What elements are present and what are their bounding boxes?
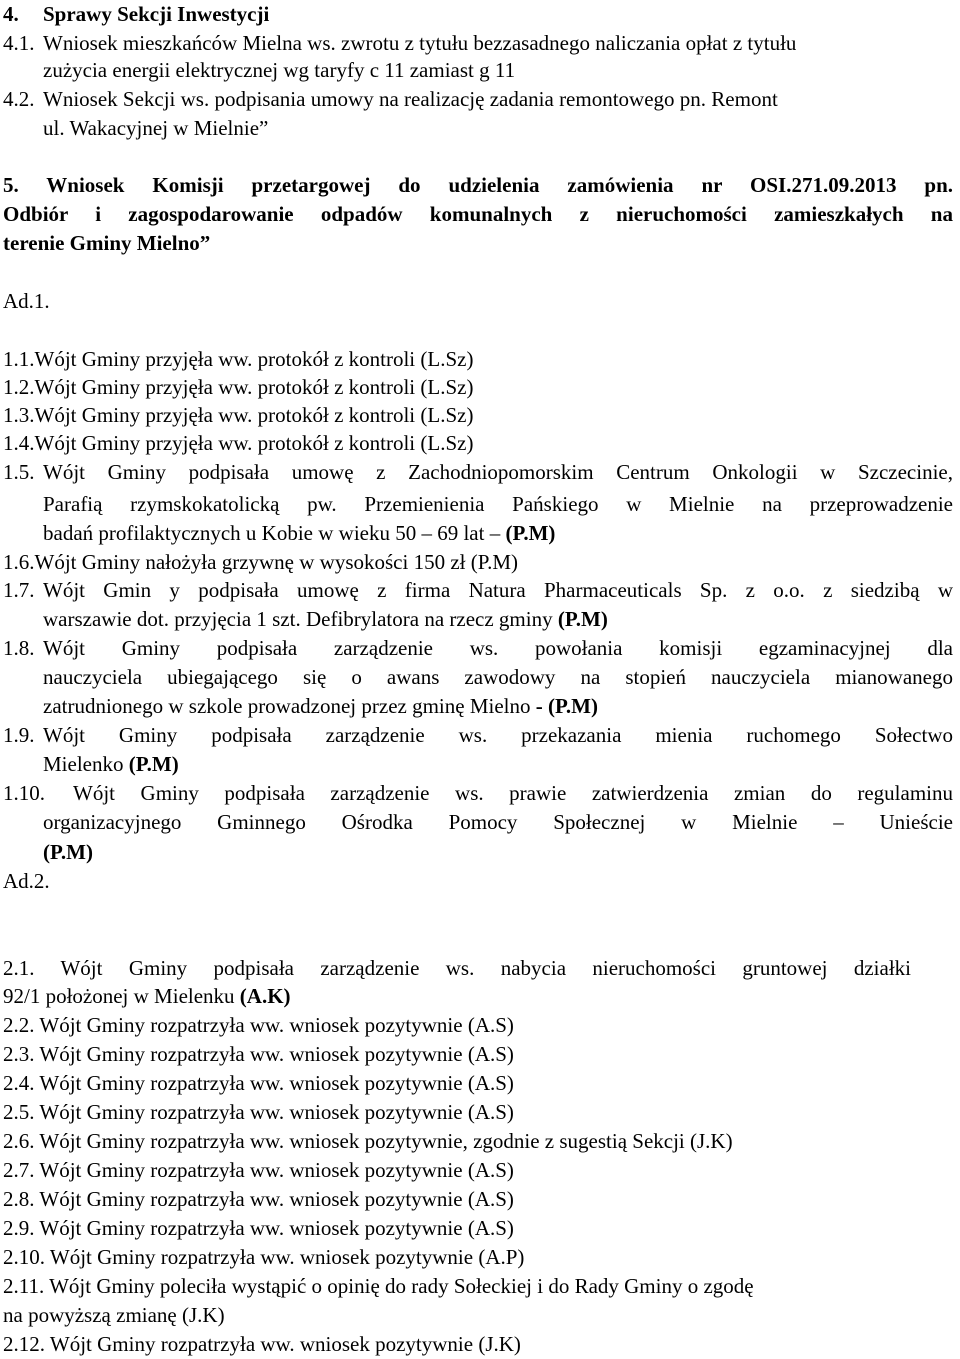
item-1-7-line-2 (43, 605, 608, 634)
item-2-1-line-1: 2.1. Wójt Gminy podpisała zarządzenie ws. nabycia nieruchomości gruntowej działki (3, 956, 911, 980)
item-4-2-line-2: ul. Wakacyjnej w Mielnie” (43, 116, 269, 140)
item-1-7-initials: (P.M) (557, 607, 608, 631)
item-2-4: 2.4. Wójt Gminy rozpatrzyła ww. wniosek pozytywnie (A.S) (3, 1071, 514, 1095)
item-1-3: 1.3.Wójt Gminy przyjęła ww. protokół z kontroli (L.Sz) (3, 403, 474, 427)
item-1-10-initials: (P.M) (43, 840, 93, 864)
section-4-title: Sprawy Sekcji Inwestycji (43, 2, 270, 26)
item-1-8-line-3 (43, 692, 598, 721)
item-2-3: 2.3. Wójt Gminy rozpatrzyła ww. wniosek pozytywnie (A.S) (3, 1042, 514, 1066)
item-2-1-line-2 (3, 982, 291, 1011)
item-1-9-initials: (P.M) (128, 752, 179, 776)
item-1-4: 1.4.Wójt Gminy przyjęła ww. protokół z kontroli (L.Sz) (3, 431, 474, 455)
item-1-5-line-2: Parafią rzymskokatolicką pw. Przemienienia Pańskiego w Mielnie na przeprowadzenie (43, 492, 953, 516)
item-1-8-line-3-text: zatrudnionego w szkole prowadzonej przez gminę Mielno (43, 694, 536, 718)
item-1-10-line-1: Wójt Gminy podpisała zarządzenie ws. prawie zatwierdzenia zmian do regulaminu (73, 781, 953, 805)
item-1-5-line-3-text: badań profilaktycznych u Kobie w wieku 50 – 69 lat – (43, 521, 506, 545)
item-4-1 (3, 29, 796, 58)
item-1-8 (3, 634, 953, 663)
item-1-10-line-2: organizacyjnego Gminnego Ośrodka Pomocy Społecznej w Mielnie – Unieście (43, 810, 953, 834)
item-1-9-line-1: Wójt Gminy podpisała zarządzenie ws. przekazania mienia ruchomego Sołectwo (43, 723, 953, 747)
item-1-9 (3, 721, 953, 750)
section-5-line-1: 5. Wniosek Komisji przetargowej do udzielenia zamówienia nr OSI.271.09.2013 pn. (3, 173, 953, 197)
item-1-5-line-3 (43, 519, 555, 548)
item-4-2-line-1: Wniosek Sekcji ws. podpisania umowy na realizację zadania remontowego pn. Remont (43, 87, 778, 111)
item-1-9-line-2-text: Mielenko (43, 752, 129, 776)
item-2-9: 2.9. Wójt Gminy rozpatrzyła ww. wniosek pozytywnie (A.S) (3, 1216, 514, 1240)
item-1-5-line-1: Wójt Gminy podpisała umowę z Zachodniopomorskim Centrum Onkologii w Szczecinie, (43, 460, 953, 484)
item-1-7 (3, 576, 953, 605)
ad-2-heading: Ad.2. (3, 869, 50, 893)
item-2-11-line-2: na powyższą zmianę (J.K) (3, 1303, 225, 1327)
item-1-5-number: 1.5. (3, 460, 35, 484)
ad-1-heading: Ad.1. (3, 289, 50, 313)
item-2-10: 2.10. Wójt Gminy rozpatrzyła ww. wniosek pozytywnie (A.P) (3, 1245, 525, 1269)
item-1-9-number: 1.9. (3, 723, 35, 747)
item-4-1-number: 4.1. (3, 31, 35, 55)
item-4-2 (3, 85, 778, 114)
section-4-heading (3, 0, 269, 29)
item-1-8-number: 1.8. (3, 636, 35, 660)
item-1-7-line-1: Wójt Gmin y podpisała umowę z firma Natura Pharmaceuticals Sp. z o.o. z siedzibą w (43, 578, 953, 602)
item-1-2: 1.2.Wójt Gminy przyjęła ww. protokół z kontroli (L.Sz) (3, 375, 474, 399)
item-2-7: 2.7. Wójt Gminy rozpatrzyła ww. wniosek pozytywnie (A.S) (3, 1158, 514, 1182)
item-4-2-number: 4.2. (3, 87, 35, 111)
item-1-5-initials: (P.M) (505, 521, 556, 545)
item-1-9-line-2 (43, 750, 179, 779)
item-2-1-line-2-text: 92/1 położonej w Mielenku (3, 984, 240, 1008)
item-2-5: 2.5. Wójt Gminy rozpatrzyła ww. wniosek pozytywnie (A.S) (3, 1100, 514, 1124)
item-2-11-line-1: 2.11. Wójt Gminy poleciła wystąpić o opinię do rady Sołeckiej i do Rady Gminy o zgodę (3, 1274, 754, 1298)
item-1-10-number: 1.10. (3, 781, 45, 805)
item-1-1: 1.1.Wójt Gminy przyjęła ww. protokół z kontroli (L.Sz) (3, 347, 474, 371)
item-4-1-line-2: zużycia energii elektrycznej wg taryfy c 11 zamiast g 11 (43, 58, 516, 82)
item-1-6: 1.6.Wójt Gminy nałożyła grzywnę w wysokości 150 zł (P.M) (3, 550, 519, 574)
item-1-8-initials: - (P.M) (535, 694, 598, 718)
section-5-line-2: Odbiór i zagospodarowanie odpadów komunalnych z nieruchomości zamieszkałych na (3, 202, 953, 226)
item-4-1-line-1: Wniosek mieszkańców Mielna ws. zwrotu z tytułu bezzasadnego naliczania opłat z tytułu (43, 31, 797, 55)
item-2-6: 2.6. Wójt Gminy rozpatrzyła ww. wniosek pozytywnie, zgodnie z sugestią Sekcji (J.K) (3, 1129, 733, 1153)
item-1-7-line-2-text: warszawie dot. przyjęcia 1 szt. Defibrylatora na rzecz gminy (43, 607, 558, 631)
item-2-2: 2.2. Wójt Gminy rozpatrzyła ww. wniosek pozytywnie (A.S) (3, 1013, 514, 1037)
item-1-5 (3, 458, 953, 487)
item-1-7-number: 1.7. (3, 578, 35, 602)
section-4-number: 4. (3, 2, 19, 26)
item-2-8: 2.8. Wójt Gminy rozpatrzyła ww. wniosek pozytywnie (A.S) (3, 1187, 514, 1211)
section-5-line-3: terenie Gminy Mielno” (3, 231, 211, 255)
item-1-8-line-2: nauczyciela ubiegającego się o awans zawodowy na stopień nauczyciela mianowanego (43, 665, 953, 689)
item-2-12: 2.12. Wójt Gminy rozpatrzyła ww. wniosek pozytywnie (J.K) (3, 1332, 521, 1356)
item-1-10 (3, 779, 953, 808)
item-1-8-line-1: Wójt Gminy podpisała zarządzenie ws. powołania komisji egzaminacyjnej dla (43, 636, 953, 660)
item-2-1-initials: (A.K) (239, 984, 291, 1008)
